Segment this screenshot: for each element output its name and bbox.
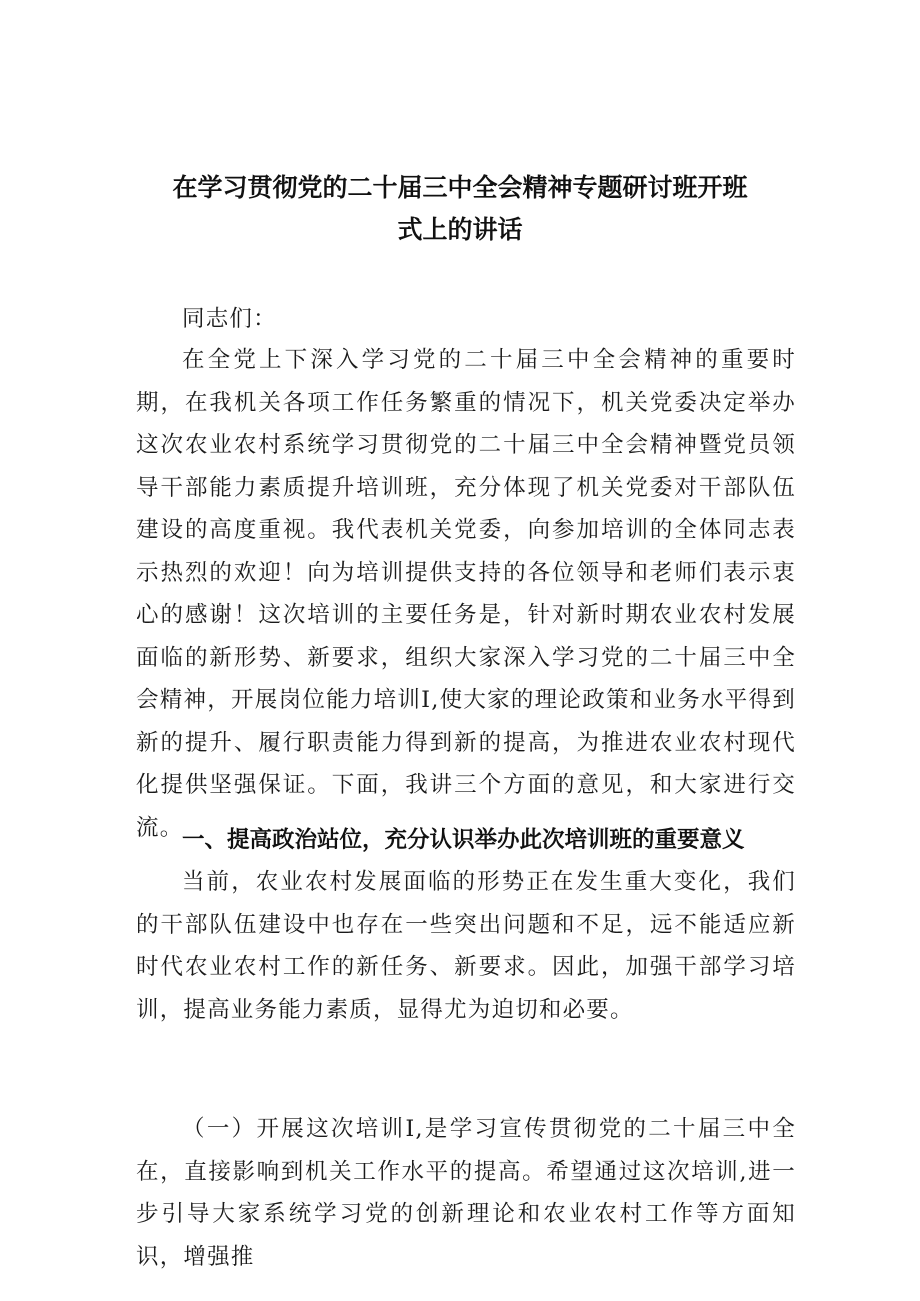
paragraph-subsection-1: （一）开展这次培训I,是学习宣传贯彻党的二十届三中全在，直接影响到机关工作水平的提高。希望通过这次培训,进一步引导大家系统学习党的创新理论和农业农村工作等方面知识，增强推 <box>136 1116 796 1270</box>
section-heading-1: 一、提高政治站位，充分认识举办此次培训班的重要意义 <box>182 827 745 853</box>
document-title-line-1: 在学习贯彻党的二十届三中全会精神专题研讨班开班 <box>172 173 748 202</box>
paragraph-intro: 在全党上下深入学习党的二十届三中全会精神的重要时期，在我机关各项工作任务繁重的情况下，机关党委决定举办这次农业农村系统学习贯彻党的二十届三中全会精神暨党员领导干部能力素质提升培训班，充分体现了机关党委对干部队伍建设的高度重视。我代表机关党委，向参加培训的全体同志表示热烈的欢迎！向为培训提供支持的各位领导和老师们表示衷心的感谢！这次培训的主要任务是，针对新时期农业农村发展面临的新形势、新要求，组织大家深入学习党的二十届三中全会精神，开展岗位能力培训I,使大家的理论政策和业务水平得到新的提升、履行职责能力得到新的提高，为推进农业农村现代化提供坚强保证。下面，我讲三个方面的意见，和大家进行交流。 <box>136 347 796 841</box>
paragraph-current-situation: 当前，农业农村发展面临的形势正在发生重大变化，我们的干部队伍建设中也存在一些突出问题和不足，远不能适应新时代农业农村工作的新任务、新要求。因此，加强干部学习培训，提高业务能力素质，显得尤为迫切和必要。 <box>136 869 796 1023</box>
salutation: 同志们： <box>182 306 277 332</box>
document-title-line-2: 式上的讲话 <box>397 215 523 244</box>
